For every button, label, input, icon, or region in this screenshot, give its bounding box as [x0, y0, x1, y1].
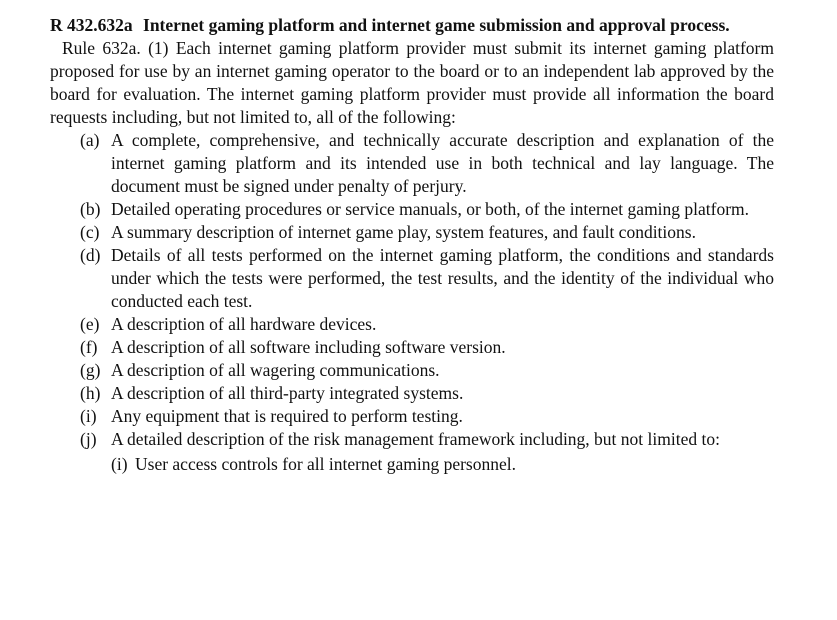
list-item-marker: (d) [80, 245, 101, 265]
list-item [80, 382, 774, 405]
list-item-text: Detailed operating procedures or service manuals, or both, of the internet gaming platform. [111, 199, 750, 219]
sub-list-item-text: User access controls for all internet gaming personnel. [135, 454, 516, 474]
list-item-text: A description of all hardware devices. [111, 314, 377, 334]
list-item-marker: (i) [80, 406, 97, 426]
list-item-marker: (f) [80, 337, 98, 357]
rule-title: Internet gaming platform and internet game submission and approval process. [143, 15, 730, 35]
list-item-marker: (h) [80, 383, 101, 403]
requirements-list [50, 129, 774, 476]
list-item-marker: (c) [80, 222, 100, 242]
list-item [80, 405, 774, 428]
list-item-text: A summary description of internet game play, system features, and fault conditions. [111, 222, 696, 242]
list-item [80, 221, 774, 244]
list-item-text: A description of all wagering communications. [111, 360, 440, 380]
list-item [80, 428, 774, 476]
list-item-text: A detailed description of the risk management framework including, but not limited to: [111, 429, 720, 449]
list-item-marker: (g) [80, 360, 101, 380]
list-item-text: A description of all software including software version. [111, 337, 506, 357]
list-item-text: A complete, comprehensive, and technically accurate description and explanation of the internet gaming platform and its intended use in both technical and lay language. The document must be signed under penalty of perjury. [111, 130, 774, 196]
rule-intro-paragraph: Rule 632a. (1) Each internet gaming platform provider must submit its internet gaming platform proposed for use by an internet gaming operator to the board or to an independent lab approved by the board for evaluation. The internet gaming platform provider must provide all information the board requests including, but not limited to, all of the following: [50, 38, 774, 127]
list-item-text: Details of all tests performed on the internet gaming platform, the conditions and standards under which the tests were performed, the test results, and the identity of the individual who conducted each test. [111, 245, 774, 311]
sub-list-item-marker: (i) [111, 454, 128, 474]
list-item-marker: (b) [80, 199, 101, 219]
list-item [80, 336, 774, 359]
list-item [80, 129, 774, 198]
rule-heading [50, 14, 774, 37]
list-item-marker: (j) [80, 429, 97, 449]
list-item [80, 198, 774, 221]
sub-requirements-list [111, 453, 774, 476]
list-item-text: Any equipment that is required to perform testing. [111, 406, 463, 426]
list-item-marker: (a) [80, 130, 100, 150]
list-item-text: A description of all third-party integrated systems. [111, 383, 464, 403]
list-item [80, 244, 774, 313]
rule-number: R 432.632a [50, 15, 133, 35]
sub-list-item [111, 453, 774, 476]
list-item-marker: (e) [80, 314, 100, 334]
list-item [80, 313, 774, 336]
document-page [50, 14, 774, 476]
list-item [80, 359, 774, 382]
